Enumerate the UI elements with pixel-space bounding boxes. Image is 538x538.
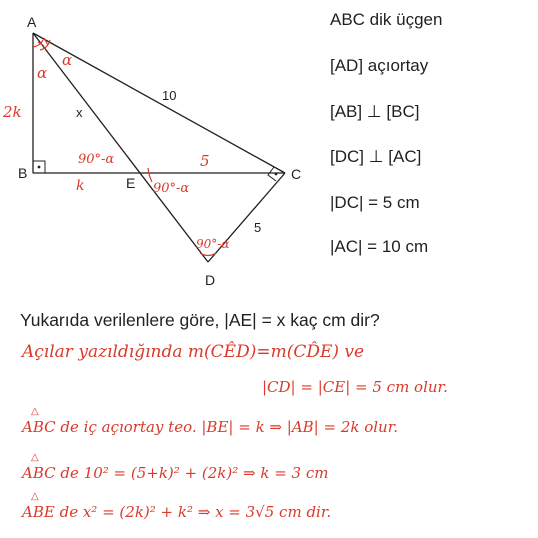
label-cd-length: 5	[254, 220, 262, 235]
given-5: |DC| = 5 cm	[330, 193, 420, 212]
triangle-name-2: ABC	[22, 464, 56, 482]
given-6: |AC| = 10 cm	[330, 237, 429, 256]
triangle-abc-2	[22, 452, 56, 482]
label-angle-bea: 90°-α	[78, 152, 115, 167]
solution-line-3	[22, 406, 399, 436]
triangle-name-3: ABE	[22, 503, 55, 521]
solution-line-1: Açılar yazıldığında m(CÊD)=m(CD̂E) ve	[22, 342, 365, 362]
right-angle-dot-b	[38, 166, 41, 169]
label-alpha-right: α	[62, 51, 73, 69]
triangle-abc-1	[22, 406, 56, 436]
triangle-symbol-icon: △	[31, 406, 39, 417]
solution-line-3-text: de iç açıortay teo. |BE| = k ⇒ |AB| = 2k olur.	[60, 418, 399, 436]
label-c: C	[291, 166, 302, 182]
label-ec-5: 5	[200, 152, 210, 170]
given-1: ABC dik üçgen	[330, 10, 443, 29]
solution-line-5-text: de x² = (2k)² + k² ⇒ x = 3√5 cm dir.	[59, 503, 332, 521]
triangle-abe	[22, 491, 55, 521]
label-angle-ced: 90°-α	[153, 181, 190, 196]
triangle-name-1: ABC	[22, 418, 56, 436]
label-d: D	[205, 272, 216, 288]
given-3: [AB] ⊥ [BC]	[330, 102, 420, 121]
label-angle-d: 90°-α	[196, 237, 230, 251]
label-b: B	[18, 165, 28, 181]
label-be-k: k	[76, 178, 85, 194]
angle-mark-e	[148, 168, 152, 182]
solution-line-2: |CD| = |CE| = 5 cm olur.	[262, 378, 448, 396]
solution-line-5	[22, 491, 332, 521]
label-ac-length: 10	[162, 88, 177, 103]
label-ae-x: x	[76, 105, 83, 120]
label-ab-2k: 2k	[3, 103, 22, 121]
label-a: A	[27, 14, 37, 30]
label-e: E	[126, 175, 136, 191]
label-alpha-left: α	[37, 64, 48, 82]
solution-line-4	[22, 452, 329, 482]
triangle-figure	[0, 0, 330, 300]
question-text: Yukarıda verilenlere göre, |AE| = x kaç cm dir?	[20, 310, 380, 330]
given-2: [AD] açıortay	[330, 56, 429, 75]
right-angle-dot-c	[275, 173, 278, 176]
solution-line-4-text: de 10² = (5+k)² + (2k)² ⇒ k = 3 cm	[60, 464, 329, 482]
segment-ad	[33, 33, 208, 262]
triangle-symbol-icon: △	[31, 491, 39, 502]
given-4: [DC] ⊥ [AC]	[330, 147, 422, 166]
triangle-symbol-icon: △	[31, 452, 39, 463]
